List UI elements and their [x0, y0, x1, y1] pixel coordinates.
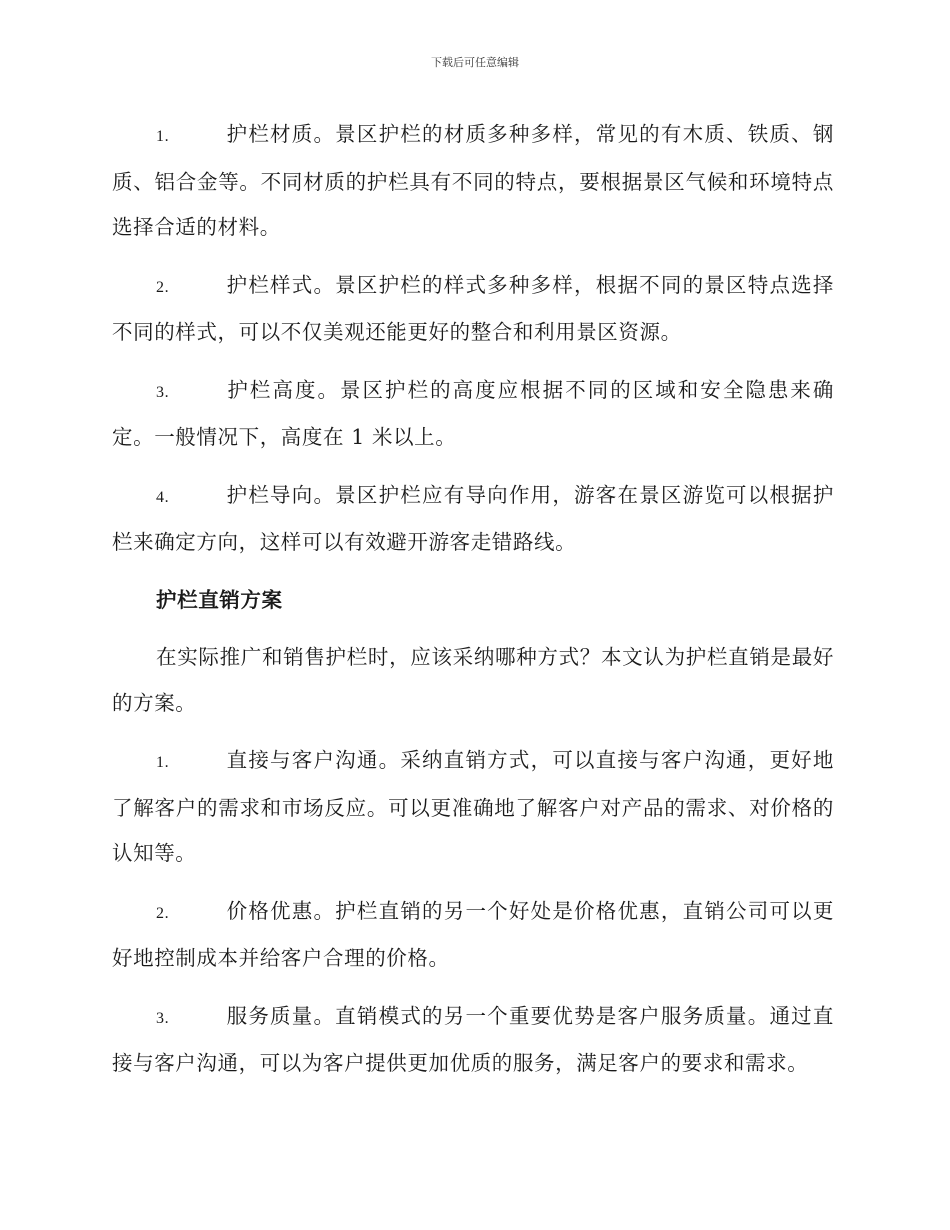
- list-text: 服务质量。直销模式的另一个重要优势是客户服务质量。通过直接与客户沟通，可以为客户提供更加优质的服务，满足客户的要求和需求。: [112, 1003, 834, 1075]
- list-number: 3.: [156, 1009, 170, 1027]
- list-text: 护栏高度。景区护栏的高度应根据不同的区域和安全隐患来确定。一般情况下，高度在 1 米以上。: [112, 377, 834, 449]
- list-item: [112, 473, 834, 566]
- list-text: 护栏样式。景区护栏的样式多种多样，根据不同的景区特点选择不同的样式，可以不仅美观还能更好的整合和利用景区资源。: [112, 272, 834, 344]
- list-text: 护栏导向。景区护栏应有导向作用，游客在景区游览可以根据护栏来确定方向，这样可以有效避开游客走错路线。: [112, 482, 834, 554]
- page-header: 下载后可任意编辑: [431, 56, 519, 69]
- intro-paragraph: 在实际推广和销售护栏时，应该采纳哪种方式？本文认为护栏直销是最好的方案。: [112, 645, 834, 715]
- list-text: 护栏材质。景区护栏的材质多种多样，常见的有木质、铁质、钢质、铝合金等。不同材质的护栏具有不同的特点，要根据景区气候和环境特点选择合适的材料。: [112, 122, 834, 239]
- list-item: [112, 738, 834, 877]
- list-number: 4.: [156, 488, 170, 506]
- section-heading: 护栏直销方案: [156, 587, 283, 612]
- list-item: [112, 994, 834, 1087]
- list-number: 1.: [156, 128, 170, 145]
- list-text: 直接与客户沟通。采纳直销方式，可以直接与客户沟通，更好地了解客户的需求和市场反应。可以更准确地了解客户对产品的需求、对价格的认知等。: [112, 748, 834, 865]
- list-item: [112, 112, 834, 251]
- list-item: [112, 368, 834, 461]
- list-number: 2.: [156, 278, 170, 296]
- list-item: [112, 263, 834, 356]
- list-number: 1.: [156, 754, 170, 771]
- list-item: [112, 889, 834, 982]
- document-body: [112, 112, 834, 1099]
- list-number: 3.: [156, 383, 170, 401]
- list-text: 价格优惠。护栏直销的另一个好处是价格优惠，直销公司可以更好地控制成本并给客户合理的价格。: [112, 898, 834, 970]
- list-number: 2.: [156, 904, 170, 922]
